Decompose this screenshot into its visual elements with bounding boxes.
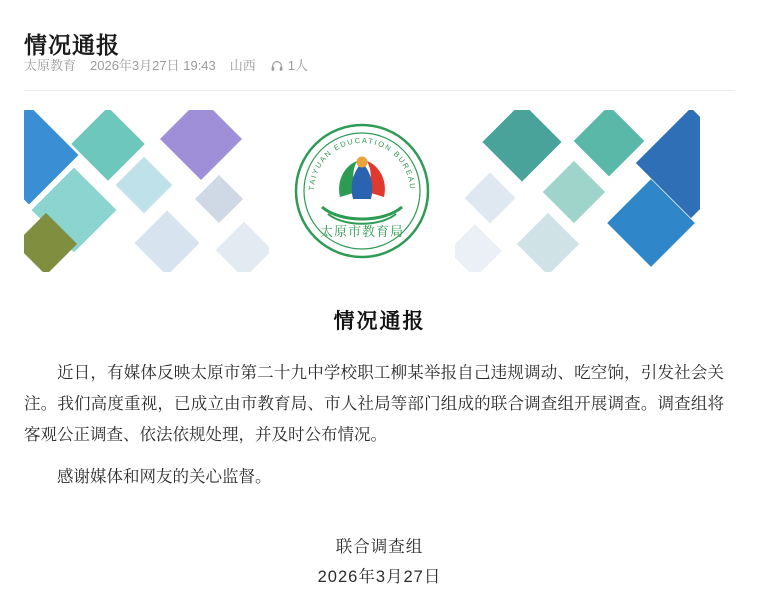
decor-square (216, 222, 269, 272)
taiyuan-education-bureau-emblem-icon (292, 121, 432, 261)
article-body (24, 358, 724, 504)
svg-text:太原市教育局: 太原市教育局 (319, 224, 405, 239)
decor-square (160, 110, 242, 180)
decor-square (455, 224, 502, 272)
banner-left-decoration (24, 110, 269, 272)
banner-image (24, 110, 700, 272)
article-paragraph: 感谢媒体和网友的关心监督。 (57, 468, 272, 486)
meta-datetime: 2026年3月27日 19:43 (90, 58, 216, 73)
decor-square (134, 210, 199, 272)
meta-listen-count[interactable] (270, 55, 308, 74)
article-meta (24, 55, 322, 74)
section-title: 情况通报 (333, 310, 426, 333)
article-paragraph: 近日，有媒体反映太原市第二十九中学校职工柳某举报自己违规调动、吃空饷，引发社会关注。我们高度重视，已成立由市教育局、市人社局等部门组成的联合调查组开展调查。调查组将客观公正调查、依法依规处理，并及时公布情况。 (24, 364, 724, 444)
signature-date: 2026年3月27日 (317, 568, 442, 586)
signature-block (0, 532, 759, 592)
signature-org: 联合调查组 (335, 538, 424, 556)
banner-right-decoration (455, 110, 700, 272)
meta-location: 山西 (229, 58, 256, 73)
header-divider (24, 90, 735, 91)
decor-square (517, 213, 579, 272)
decor-square (574, 110, 645, 176)
decor-square (465, 173, 516, 224)
meta-source: 太原教育 (24, 58, 77, 73)
headphone-icon (270, 59, 284, 73)
meta-listen-count-label: 1人 (287, 58, 309, 73)
svg-text:TAIYUAN EDUCATION BUREAU: TAIYUAN EDUCATION BUREAU (306, 135, 418, 191)
decor-square (543, 161, 605, 223)
decor-square (116, 157, 173, 214)
decor-square (195, 175, 243, 223)
decor-square (482, 110, 561, 182)
page-title: 情况通报 (24, 32, 120, 59)
